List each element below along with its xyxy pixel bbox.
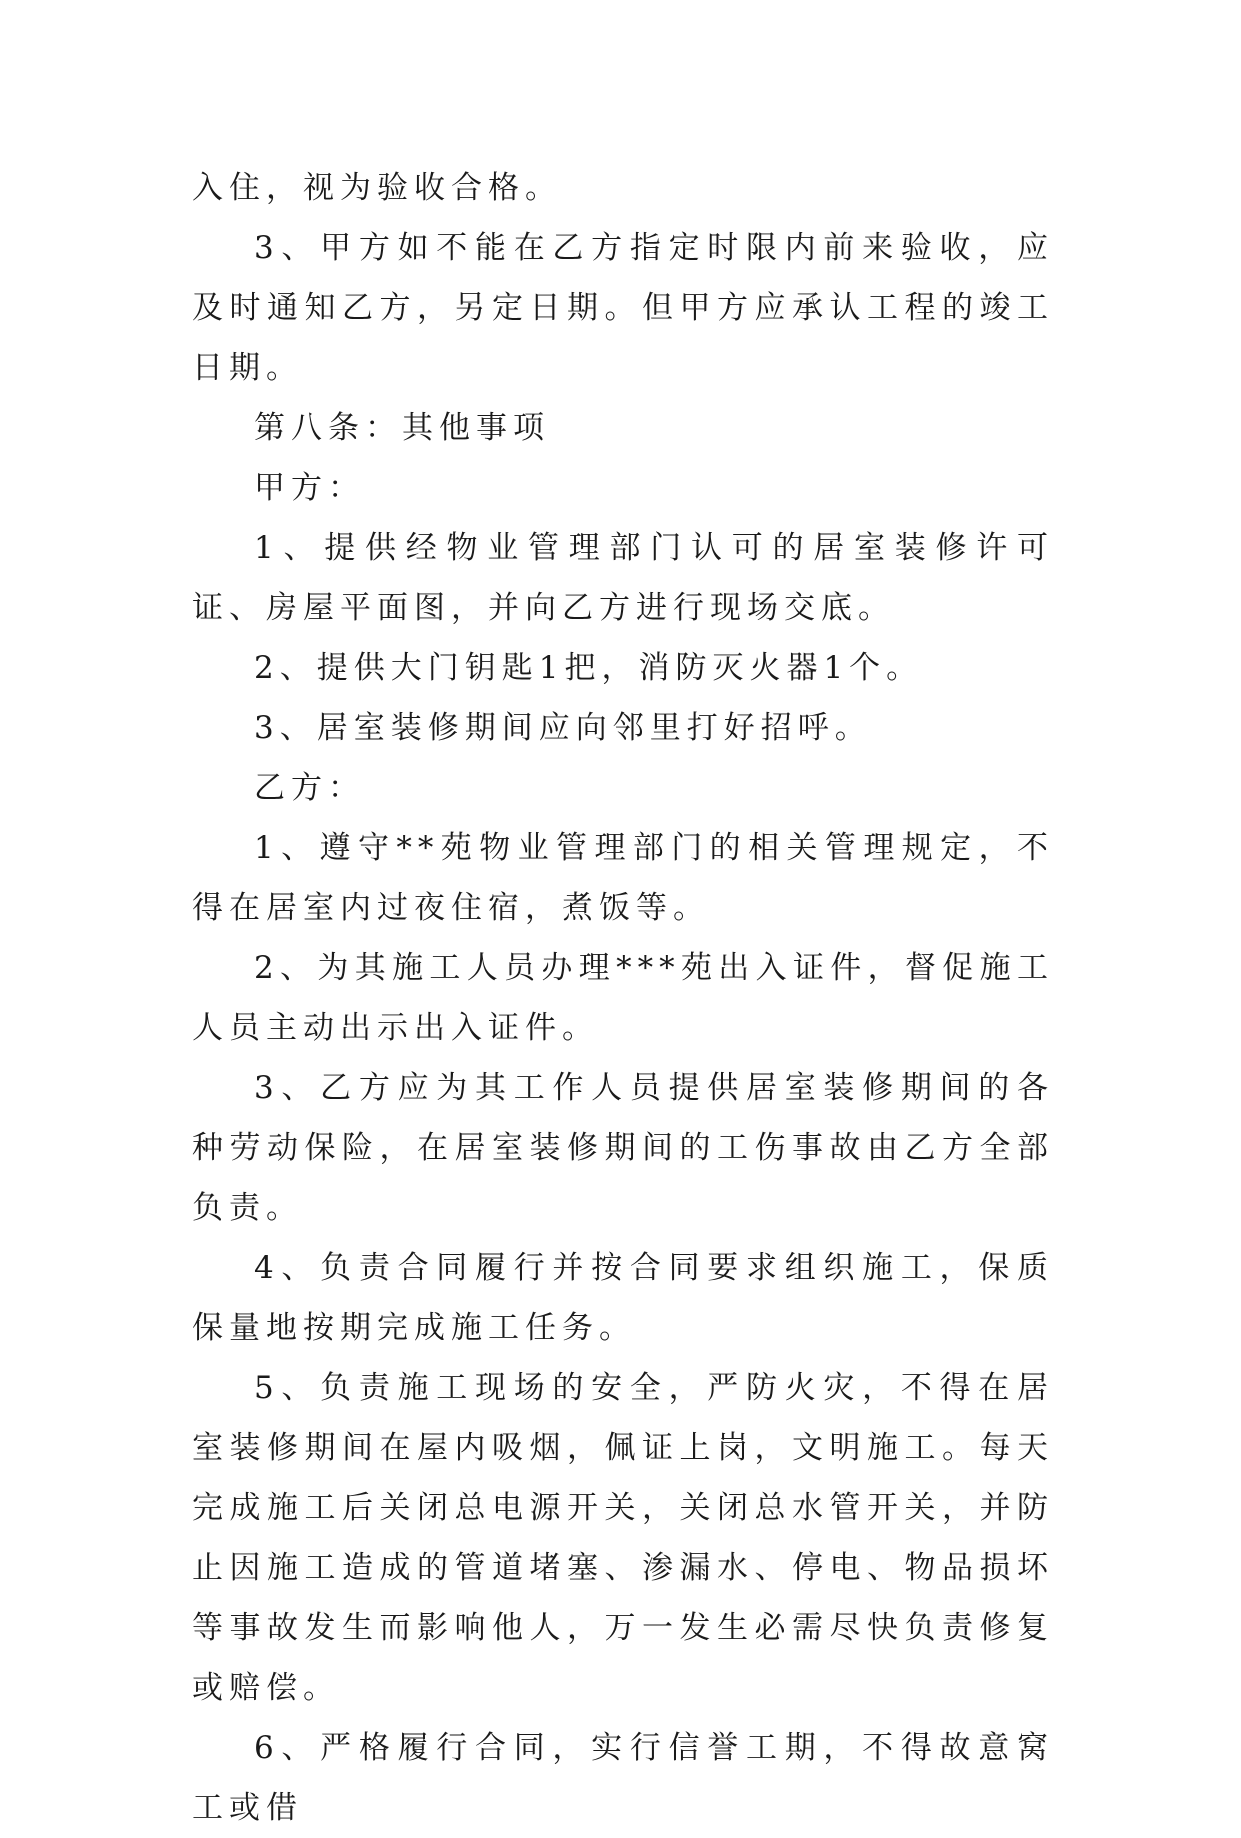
paragraph-continuation: 入住，视为验收合格。 — [192, 170, 562, 206]
section-heading-article-8: 第八条：其他事项 — [254, 410, 550, 446]
party-b-heading: 乙方： — [254, 770, 365, 806]
party-b-item-1: 1、遵守**苑物业管理部门的相关管理规定，不得在居室内过夜住宿，煮饭等。 — [192, 830, 1054, 926]
party-b-item-2: 2、为其施工人员办理***苑出入证件，督促施工人员主动出示出入证件。 — [192, 950, 1054, 1046]
party-b-item-4: 4、负责合同履行并按合同要求组织施工，保质保量地按期完成施工任务。 — [192, 1250, 1054, 1346]
party-b-item-6: 6、严格履行合同，实行信誉工期，不得故意窝工或借 — [192, 1730, 1054, 1826]
paragraph-acceptance-clause-3: 3、甲方如不能在乙方指定时限内前来验收，应及时通知乙方，另定日期。但甲方应承认工程的竣工日期。 — [192, 230, 1054, 386]
party-a-item-1: 1、提供经物业管理部门认可的居室装修许可证、房屋平面图，并向乙方进行现场交底。 — [192, 530, 1054, 626]
party-a-item-3: 3、居室装修期间应向邻里打好招呼。 — [254, 710, 872, 746]
document-body — [192, 158, 1054, 1838]
party-a-heading: 甲方： — [254, 470, 365, 506]
party-b-item-5: 5、负责施工现场的安全，严防火灾，不得在居室装修期间在屋内吸烟，佩证上岗，文明施工。每天完成施工后关闭总电源开关，关闭总水管开关，并防止因施工造成的管道堵塞、渗漏水、停电、物品损坏等事故发生而影响他人，万一发生必需尽快负责修复或赔偿。 — [192, 1370, 1054, 1706]
party-b-item-3: 3、乙方应为其工作人员提供居室装修期间的各种劳动保险，在居室装修期间的工伤事故由乙方全部负责。 — [192, 1070, 1054, 1226]
party-a-item-2: 2、提供大门钥匙1把，消防灭火器1个。 — [254, 650, 924, 686]
